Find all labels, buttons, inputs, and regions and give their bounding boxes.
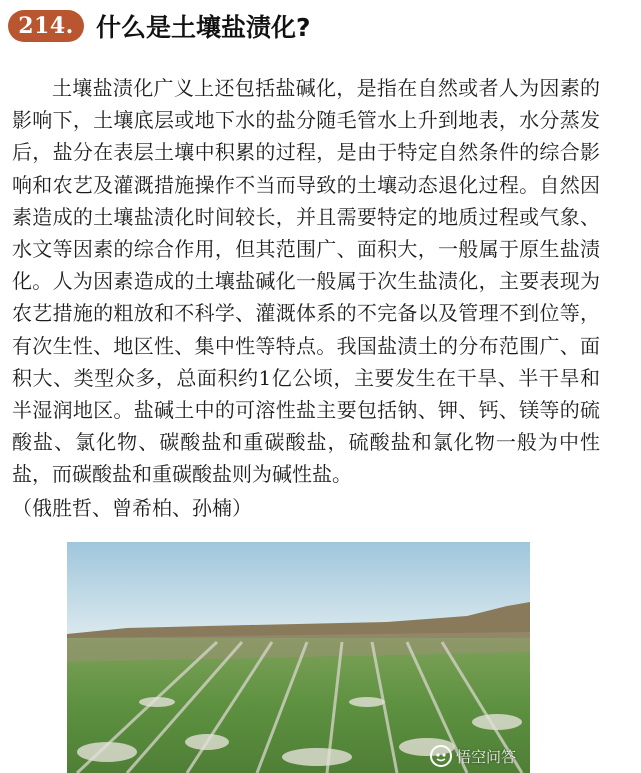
article-authors: （俄胜哲、曾希柏、孙楠）	[12, 496, 252, 520]
page-title: 什么是土壤盐渍化?	[96, 13, 311, 42]
saline-field-photo	[67, 542, 530, 773]
field-illustration	[67, 542, 530, 773]
watermark	[430, 745, 516, 767]
wukong-logo-icon	[430, 745, 452, 767]
article-body: 土壤盐渍化广义上还包括盐碱化，是指在自然或者人为因素的影响下，土壤底层或地下水的盐分随毛管水上升到地表，水分蒸发后，盐分在表层土壤中积累的过程，是由于特定自然条件的综合影响和农艺及灌溉措施操作不当而导致的土壤动态退化过程。自然因素造成的土壤盐渍化时间较长，并且需要特定的地质过程或气象、水文等因素的综合作用，但其范围广、面积大，一般属于原生盐渍化。人为因素造成的土壤盐碱化一般属于次生盐渍化，主要表现为农艺措施的粗放和不科学、灌溉体系的不完备以及管理不到位等，有次生性、地区性、集中性等特点。我国盐渍土的分布范围广、面积大、类型众多，总面积约1亿公顷，主要发生在干旱、半干旱和半湿润地区。盐碱土中的可溶性盐主要包括钠、钾、钙、镁等的硫酸盐、氯化物、碳酸盐和重碳酸盐，硫酸盐和氯化物一般为中性盐，而碳酸盐和重碳酸盐则为碱性盐。	[12, 76, 600, 487]
watermark-text: 悟空问答	[455, 747, 516, 766]
header	[8, 8, 311, 44]
question-number-badge: 214.	[8, 10, 84, 42]
